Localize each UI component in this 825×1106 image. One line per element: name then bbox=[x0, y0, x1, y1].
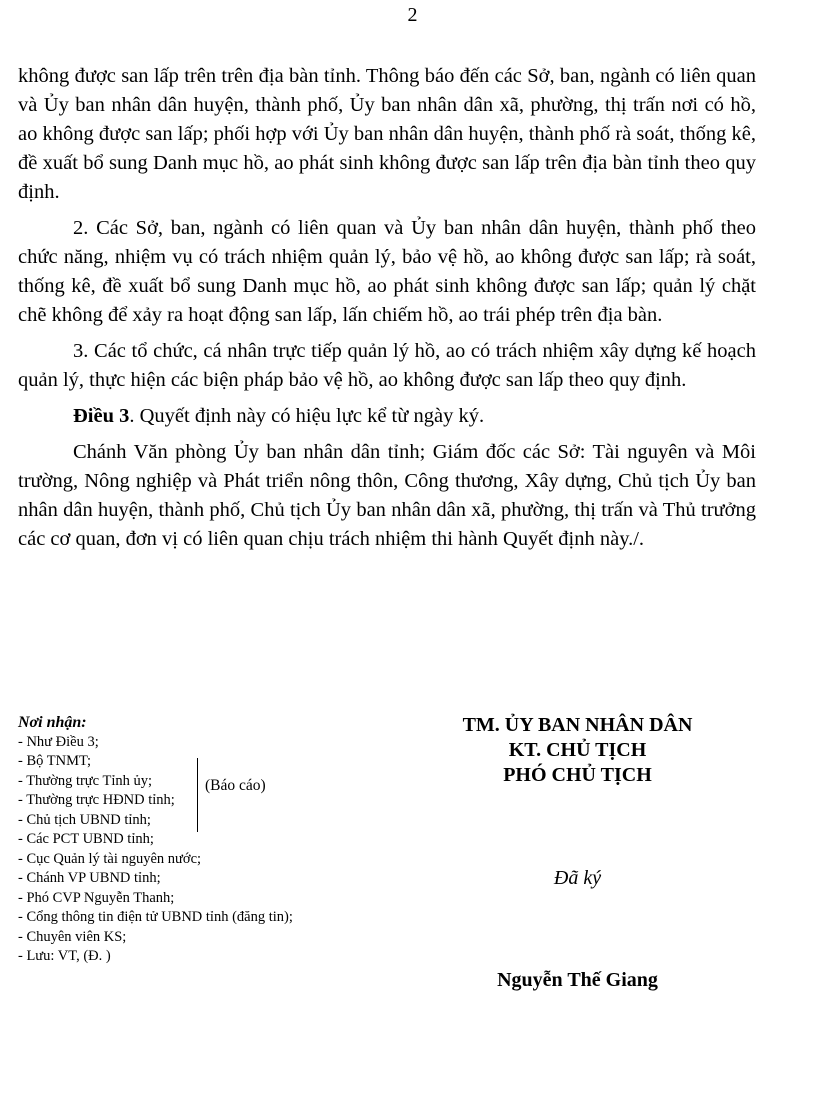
recipient-item: - Các PCT UBND tỉnh; bbox=[18, 831, 154, 847]
closing-paragraph: Chánh Văn phòng Ủy ban nhân dân tỉnh; Giám đốc các Sở: Tài nguyên và Môi trường, Nông nghiệp và Phát triển nông thôn, Công thương, Xây dựng, Chủ tịch Ủy ban nhân dân huyện, thành phố, Chủ tịch Ủy ban nhân dân xã, phường, thị trấn và Thủ trưởng các cơ quan, đơn vị có liên quan chịu trách nhiệm thi hành Quyết định này./. bbox=[18, 441, 756, 550]
recipients-list bbox=[18, 713, 418, 967]
recipient-item: - Như Điều 3; bbox=[18, 733, 99, 750]
signature-on-behalf: KT. CHỦ TỊCH bbox=[508, 739, 647, 761]
document-body bbox=[18, 62, 756, 561]
recipient-item: - Phó CVP Nguyễn Thanh; bbox=[18, 889, 175, 906]
recipient-item: - Chủ tịch UBND tỉnh; bbox=[18, 811, 151, 828]
body-paragraph-item-3: 3. Các tổ chức, cá nhân trực tiếp quản lý hồ, ao có trách nhiệm xây dựng kế hoạch quản lý, thực hiện các biện pháp bảo vệ hồ, ao không được san lấp theo quy định. bbox=[18, 340, 756, 391]
recipient-item: - Bộ TNMT; bbox=[18, 753, 92, 769]
signed-mark: Đã ký bbox=[553, 867, 602, 889]
article-3 bbox=[18, 402, 756, 431]
recipients-heading: Nơi nhận: bbox=[18, 714, 87, 731]
signature-block bbox=[420, 713, 735, 788]
recipient-item: - Cổng thông tin điện tử UBND tỉnh (đăng tin); bbox=[18, 909, 293, 925]
body-paragraph-item-2: 2. Các Sở, ban, ngành có liên quan và Ủy ban nhân dân huyện, thành phố theo chức năng, nhiệm vụ có trách nhiệm quản lý, bảo vệ hồ, ao không được san lấp; rà soát, thống kê, đề xuất bổ sung Danh mục hồ, ao phát sinh không được san lấp; quản lý chặt chẽ không để xảy ra hoạt động san lấp, lấn chiếm hồ, ao trái phép trên địa bàn. bbox=[18, 217, 756, 326]
signature-position: PHÓ CHỦ TỊCH bbox=[503, 764, 652, 786]
article-3-label: Điều 3 bbox=[73, 405, 130, 427]
recipient-item: - Thường trực HĐND tỉnh; bbox=[18, 792, 175, 808]
recipient-item: - Thường trực Tỉnh ủy; bbox=[18, 772, 153, 789]
recipient-item: - Cục Quản lý tài nguyên nước; bbox=[18, 850, 202, 867]
article-3-text: . Quyết định này có hiệu lực kể từ ngày ký. bbox=[129, 405, 485, 427]
report-bracket-note: (Báo cáo) bbox=[205, 777, 266, 794]
recipient-item: - Chuyên viên KS; bbox=[18, 928, 127, 945]
recipient-item: - Lưu: VT, (Đ. ) bbox=[18, 948, 111, 964]
body-paragraph-continued: không được san lấp trên trên địa bàn tỉnh. Thông báo đến các Sở, ban, ngành có liên quan và Ủy ban nhân dân huyện, thành phố, Ủy ban nhân dân xã, phường, thị trấn nơi có hồ, ao không được san lấp; phối hợp với Ủy ban nhân dân huyện, thành phố rà soát, thống kê, đề xuất bổ sung Danh mục hồ, ao phát sinh không được san lấp trên địa bàn tỉnh theo quy định. bbox=[18, 65, 756, 203]
recipient-item: - Chánh VP UBND tỉnh; bbox=[18, 870, 161, 886]
page-number: 2 bbox=[407, 4, 418, 26]
signer-name: Nguyễn Thế Giang bbox=[497, 969, 658, 991]
signature-authority: TM. ỦY BAN NHÂN DÂN bbox=[462, 714, 693, 736]
report-bracket-line bbox=[197, 758, 198, 832]
